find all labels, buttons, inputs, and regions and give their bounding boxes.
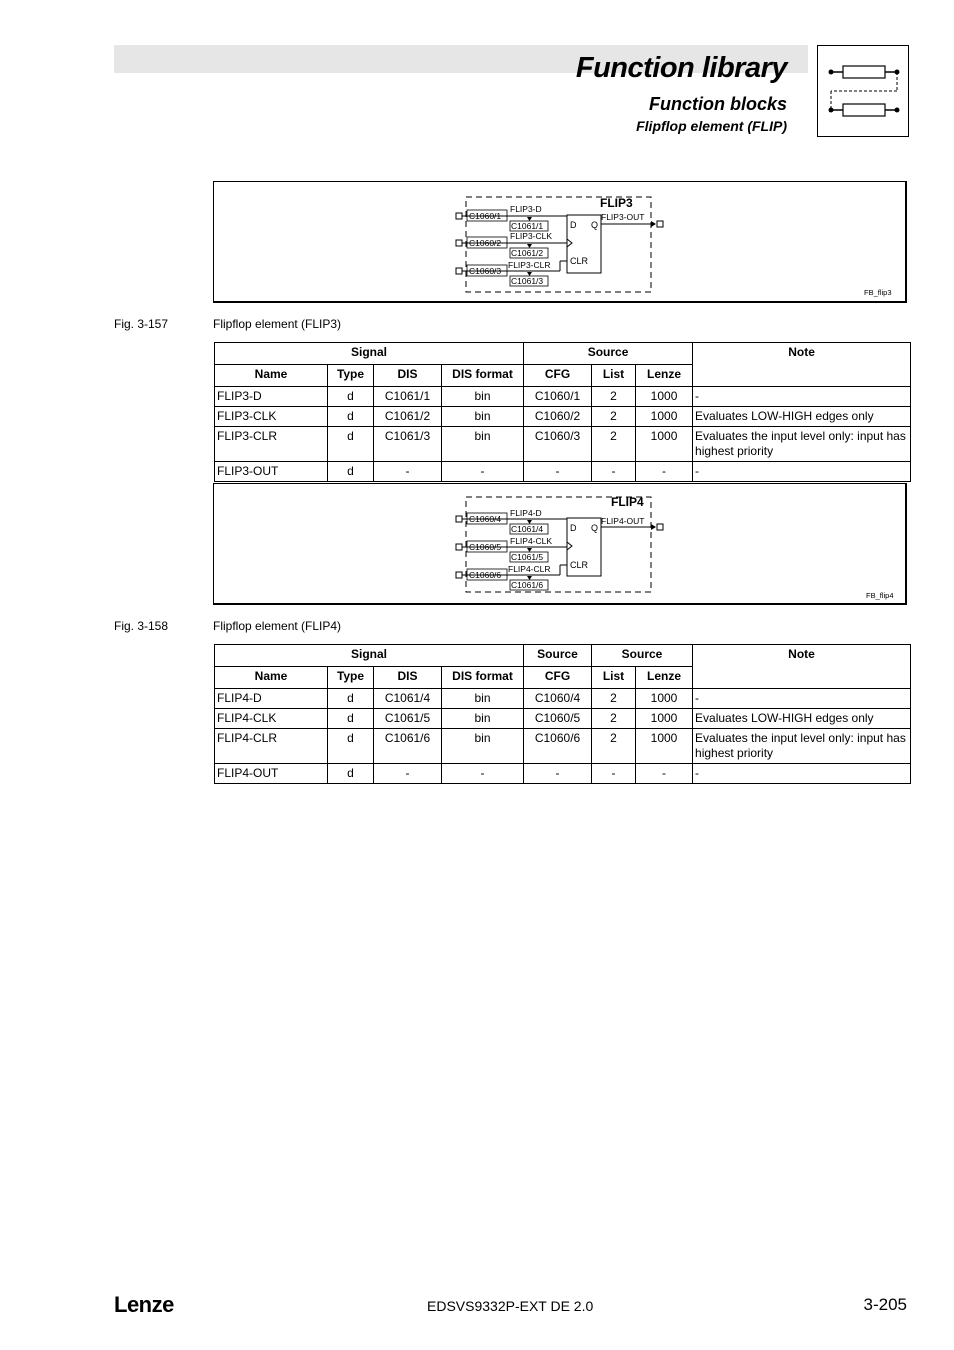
cell: FLIP4-OUT bbox=[215, 764, 328, 784]
cell: 2 bbox=[592, 427, 636, 462]
cell: bin bbox=[442, 689, 524, 709]
group-header-source: Source bbox=[524, 343, 693, 365]
cell: d bbox=[328, 729, 374, 764]
input-signal-1: FLIP4-D bbox=[510, 508, 542, 518]
cell: bin bbox=[442, 729, 524, 764]
input-signal-2: FLIP3-CLK bbox=[510, 231, 553, 241]
caption-text: Flipflop element (FLIP4) bbox=[213, 619, 342, 633]
cell: FLIP3-D bbox=[215, 387, 328, 407]
input-signal-1: FLIP3-D bbox=[510, 204, 542, 214]
cell: - bbox=[524, 764, 592, 784]
page-subtitle: Function blocks bbox=[648, 94, 787, 114]
pin-clr: CLR bbox=[570, 256, 589, 266]
col-header: List bbox=[592, 667, 636, 689]
input-dis-3: C1061/6 bbox=[511, 580, 544, 590]
input-dis-2: C1061/2 bbox=[511, 248, 544, 258]
cell: bin bbox=[442, 427, 524, 462]
output-signal: FLIP4-OUT bbox=[601, 516, 645, 526]
page-number: 3-205 bbox=[863, 1295, 907, 1314]
cell: - bbox=[374, 462, 442, 482]
block-name: FLIP4 bbox=[611, 495, 644, 509]
table-row bbox=[215, 764, 911, 784]
cell: - bbox=[693, 387, 911, 407]
group-header-source: Source bbox=[524, 645, 592, 667]
col-header: Lenze bbox=[636, 667, 693, 689]
col-header: List bbox=[592, 365, 636, 387]
function-blocks-icon bbox=[817, 45, 909, 137]
cell: C1060/3 bbox=[524, 427, 592, 462]
col-header: DIS format bbox=[442, 365, 524, 387]
col-header: DIS format bbox=[442, 667, 524, 689]
input-code-3: C1060/6 bbox=[469, 570, 502, 580]
table-row bbox=[215, 427, 911, 462]
cell: Evaluates the input level only: input has highest priority bbox=[693, 729, 911, 764]
cell: - bbox=[442, 462, 524, 482]
cell: C1060/6 bbox=[524, 729, 592, 764]
cell: Evaluates the input level only: input has highest priority bbox=[693, 427, 911, 462]
block-name: FLIP3 bbox=[600, 196, 633, 210]
cell: Evaluates LOW-HIGH edges only bbox=[693, 407, 911, 427]
table-row bbox=[215, 729, 911, 764]
input-signal-2: FLIP4-CLK bbox=[510, 536, 553, 546]
cell: C1061/1 bbox=[374, 387, 442, 407]
cell: 1000 bbox=[636, 427, 693, 462]
figure-tag: FB_flip4 bbox=[866, 591, 894, 600]
cell: bin bbox=[442, 387, 524, 407]
input-dis-1: C1061/1 bbox=[511, 221, 544, 231]
pin-d: D bbox=[570, 220, 577, 230]
col-header: Name bbox=[215, 365, 328, 387]
table-row bbox=[215, 709, 911, 729]
cell: C1060/1 bbox=[524, 387, 592, 407]
cell: d bbox=[328, 462, 374, 482]
input-signal-3: FLIP3-CLR bbox=[508, 260, 551, 270]
figure-tag: FB_flip3 bbox=[864, 288, 892, 297]
cell: - bbox=[693, 689, 911, 709]
cell: 2 bbox=[592, 689, 636, 709]
signal-table-flip3 bbox=[214, 342, 911, 482]
cell: C1061/5 bbox=[374, 709, 442, 729]
caption-text: Flipflop element (FLIP3) bbox=[213, 317, 342, 331]
col-header: Type bbox=[328, 667, 374, 689]
section-title: Flipflop element (FLIP) bbox=[636, 118, 787, 134]
cell: C1061/2 bbox=[374, 407, 442, 427]
table-row bbox=[215, 462, 911, 482]
group-header-signal: Signal bbox=[215, 645, 524, 667]
input-code-2: C1060/5 bbox=[469, 542, 502, 552]
cell: FLIP3-OUT bbox=[215, 462, 328, 482]
cell: - bbox=[374, 764, 442, 784]
cell: - bbox=[592, 462, 636, 482]
col-header: Name bbox=[215, 667, 328, 689]
cell: - bbox=[693, 764, 911, 784]
cell: 1000 bbox=[636, 689, 693, 709]
input-signal-3: FLIP4-CLR bbox=[508, 564, 551, 574]
cell: d bbox=[328, 689, 374, 709]
cell: d bbox=[328, 407, 374, 427]
cell: FLIP3-CLK bbox=[215, 407, 328, 427]
input-dis-3: C1061/3 bbox=[511, 276, 544, 286]
table-row bbox=[215, 407, 911, 427]
input-code-1: C1060/4 bbox=[469, 514, 502, 524]
input-dis-2: C1061/5 bbox=[511, 552, 544, 562]
signal-table-flip4 bbox=[214, 644, 911, 784]
cell: 1000 bbox=[636, 387, 693, 407]
cell: - bbox=[693, 462, 911, 482]
cell: 2 bbox=[592, 407, 636, 427]
figure-flip3 bbox=[213, 181, 907, 303]
table-row bbox=[215, 387, 911, 407]
cell: C1060/5 bbox=[524, 709, 592, 729]
cell: - bbox=[636, 764, 693, 784]
pin-clr: CLR bbox=[570, 560, 589, 570]
col-header: Type bbox=[328, 365, 374, 387]
cell: d bbox=[328, 387, 374, 407]
cell: d bbox=[328, 427, 374, 462]
group-header-note: Note bbox=[693, 645, 911, 689]
caption-number: Fig. 3-158 bbox=[114, 619, 169, 633]
figure-flip4 bbox=[213, 483, 907, 605]
input-dis-1: C1061/4 bbox=[511, 524, 544, 534]
col-header: DIS bbox=[374, 365, 442, 387]
input-code-3: C1060/3 bbox=[469, 266, 502, 276]
col-header: DIS bbox=[374, 667, 442, 689]
cell: - bbox=[636, 462, 693, 482]
cell: C1060/4 bbox=[524, 689, 592, 709]
pin-q: Q bbox=[591, 523, 599, 533]
col-header: Lenze bbox=[636, 365, 693, 387]
cell: d bbox=[328, 764, 374, 784]
cell: - bbox=[524, 462, 592, 482]
pin-q: Q bbox=[591, 220, 599, 230]
cell: FLIP4-D bbox=[215, 689, 328, 709]
cell: 1000 bbox=[636, 709, 693, 729]
col-header: CFG bbox=[524, 365, 592, 387]
cell: - bbox=[592, 764, 636, 784]
output-signal: FLIP3-OUT bbox=[601, 212, 645, 222]
cell: C1061/3 bbox=[374, 427, 442, 462]
col-header: CFG bbox=[524, 667, 592, 689]
page-title: Function library bbox=[575, 52, 787, 84]
input-code-1: C1060/1 bbox=[469, 211, 502, 221]
cell: 2 bbox=[592, 709, 636, 729]
cell: - bbox=[442, 764, 524, 784]
cell: FLIP3-CLR bbox=[215, 427, 328, 462]
cell: d bbox=[328, 709, 374, 729]
cell: bin bbox=[442, 709, 524, 729]
pin-d: D bbox=[570, 523, 577, 533]
cell: C1061/4 bbox=[374, 689, 442, 709]
cell: 1000 bbox=[636, 407, 693, 427]
cell: Evaluates LOW-HIGH edges only bbox=[693, 709, 911, 729]
cell: C1060/2 bbox=[524, 407, 592, 427]
group-header-source: Source bbox=[592, 645, 693, 667]
document-id: EDSVS9332P-EXT DE 2.0 bbox=[427, 1298, 594, 1314]
brand-logo: Lenze bbox=[114, 1292, 174, 1317]
cell: FLIP4-CLK bbox=[215, 709, 328, 729]
group-header-signal: Signal bbox=[215, 343, 524, 365]
cell: C1061/6 bbox=[374, 729, 442, 764]
input-code-2: C1060/2 bbox=[469, 238, 502, 248]
table-row bbox=[215, 689, 911, 709]
group-header-note: Note bbox=[693, 343, 911, 387]
cell: bin bbox=[442, 407, 524, 427]
cell: FLIP4-CLR bbox=[215, 729, 328, 764]
cell: 2 bbox=[592, 729, 636, 764]
caption-number: Fig. 3-157 bbox=[114, 317, 169, 331]
cell: 1000 bbox=[636, 729, 693, 764]
cell: 2 bbox=[592, 387, 636, 407]
